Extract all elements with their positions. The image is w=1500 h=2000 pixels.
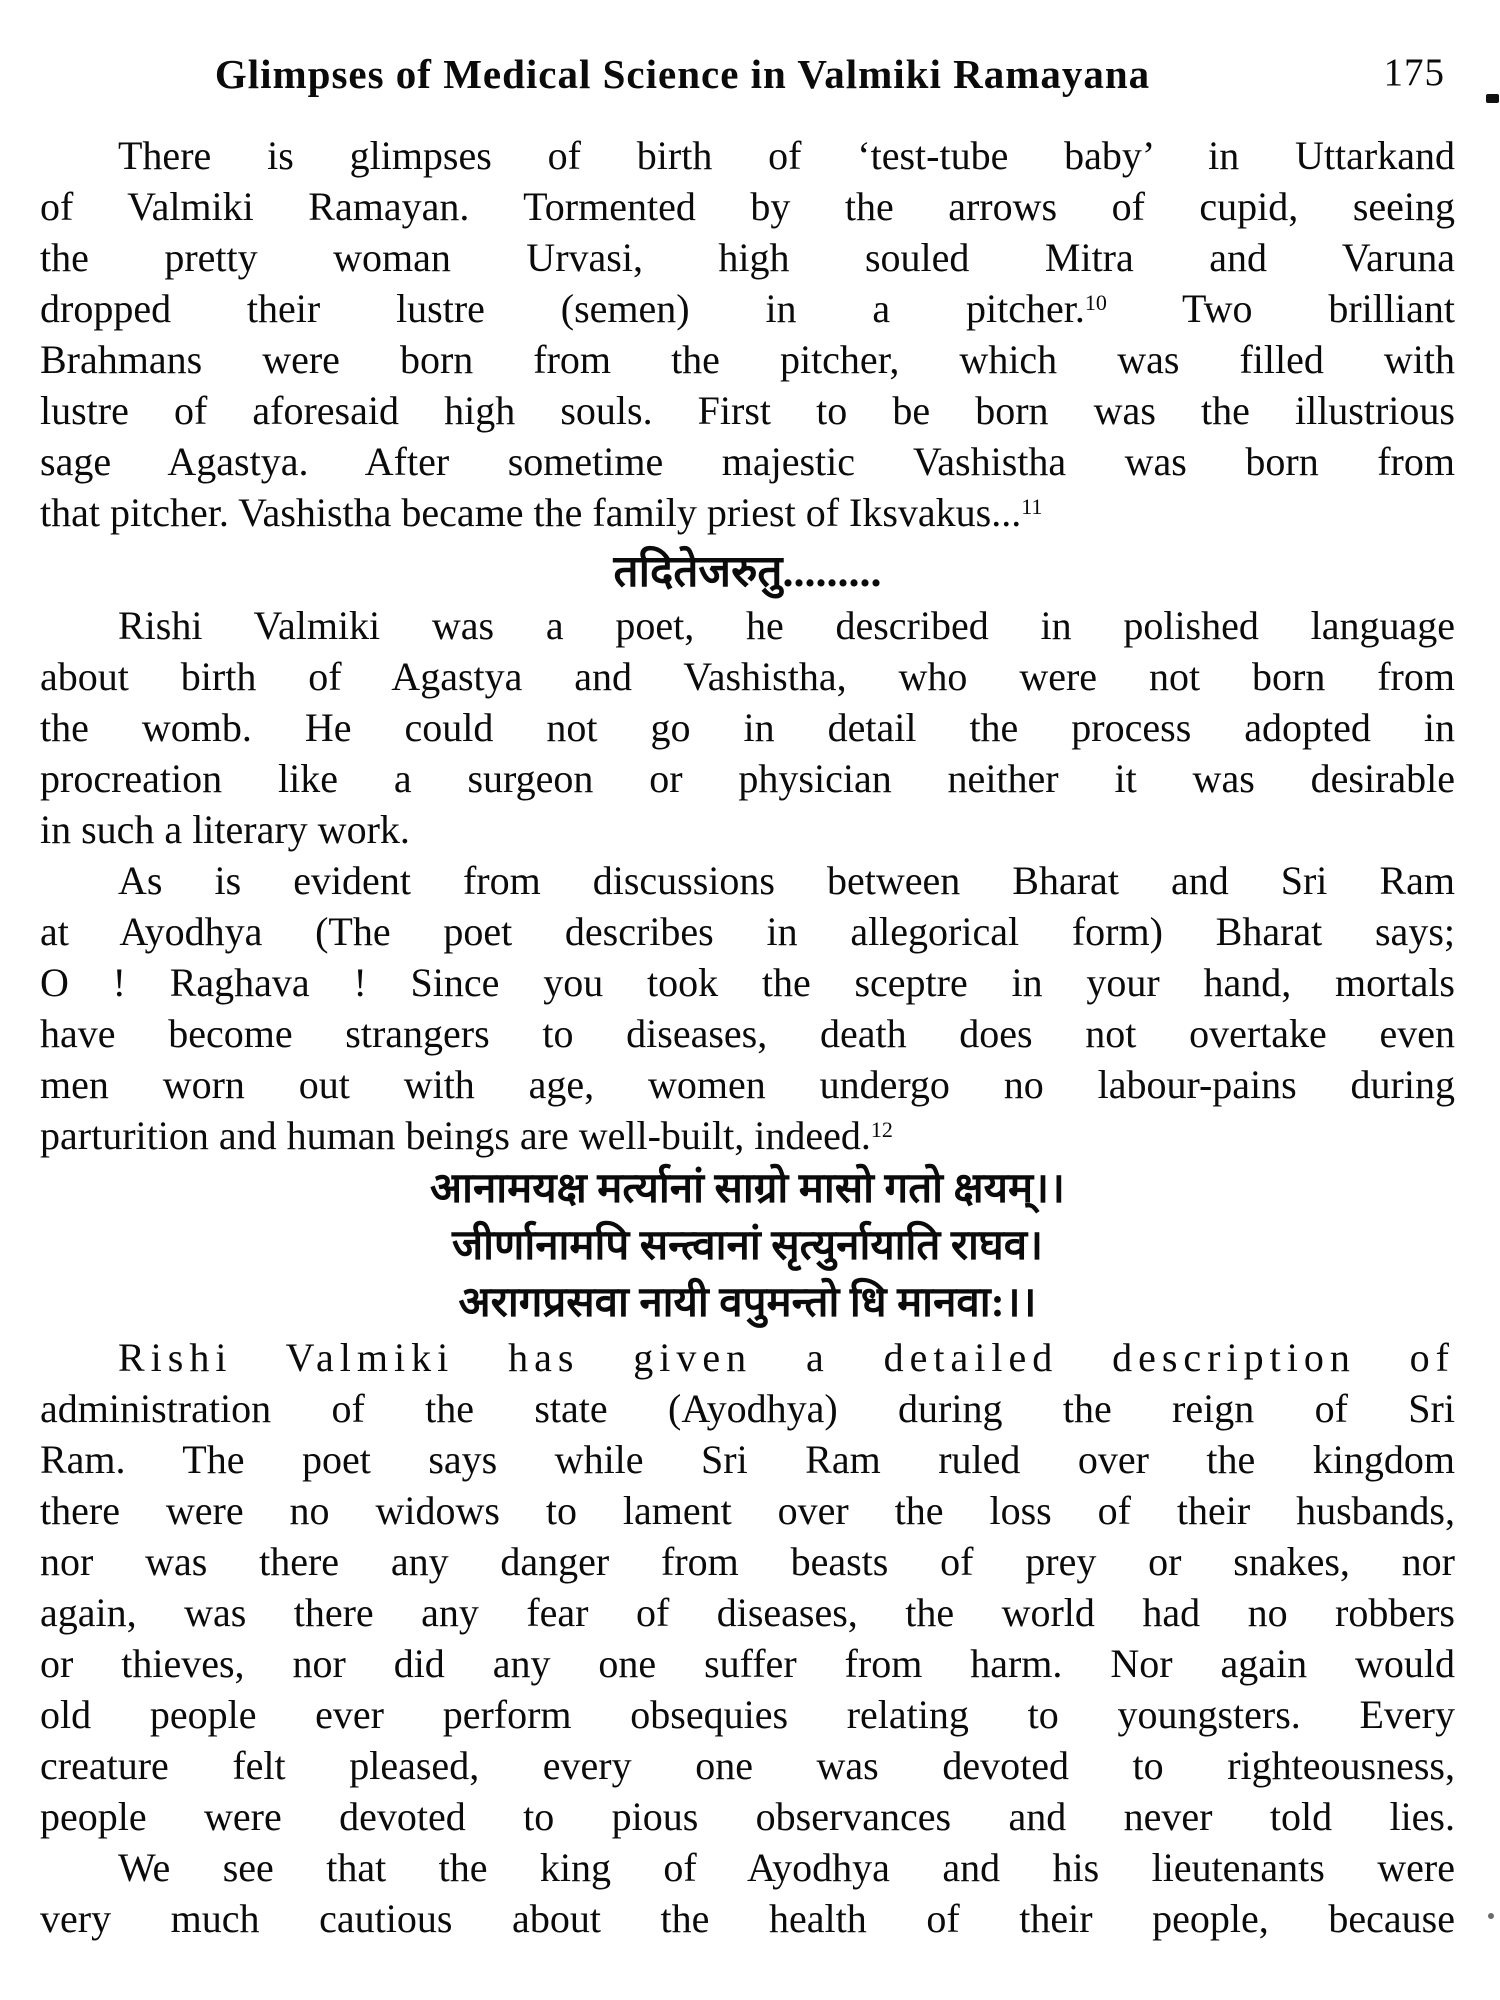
text-line: [40, 283, 1455, 334]
text-run: very much cautious about the health of their people, because: [40, 1896, 1455, 1941]
text-line: [40, 1110, 1455, 1161]
sanskrit-quote-text: तदितेजरुतु.........: [613, 547, 882, 596]
text-run: at Ayodhya (The poet describes in allegorical form) Bharat says;: [40, 909, 1455, 954]
paragraph: [40, 855, 1455, 1161]
text-run: the pretty woman Urvasi, high souled Mitra and Varuna: [40, 235, 1455, 280]
text-line: [40, 600, 1455, 651]
page-body-text: [40, 130, 1455, 1944]
sanskrit-verse-line: [40, 1218, 1455, 1275]
text-run: people were devoted to pious observances and never told lies.: [40, 1794, 1455, 1839]
sanskrit-verse-line: [40, 1161, 1455, 1218]
sanskrit-quote-line: [40, 544, 1455, 600]
text-run: Two brilliant: [1106, 286, 1455, 331]
text-run: creature felt pleased, every one was devoted to righteousness,: [40, 1743, 1455, 1788]
text-run: Ram. The poet says while Sri Ram ruled over the kingdom: [40, 1437, 1455, 1482]
text-run: अरागप्रसवा नायी वपुमन्तो धि मानवा:।।: [458, 1280, 1037, 1326]
text-run: Brahmans were born from the pitcher, which was filled with: [40, 337, 1455, 382]
text-line: [40, 804, 1455, 855]
paragraph: [40, 600, 1455, 855]
text-line: [40, 1008, 1455, 1059]
text-line: [40, 436, 1455, 487]
text-line: [40, 1893, 1455, 1944]
text-line: [40, 1332, 1455, 1383]
sanskrit-verse: [40, 1161, 1455, 1332]
text-line: [40, 753, 1455, 804]
text-line: [40, 855, 1455, 906]
text-line: [40, 1059, 1455, 1110]
text-run: dropped their lustre (semen) in a pitcher.: [40, 286, 1085, 331]
text-line: [40, 1587, 1455, 1638]
footnote-marker: 12: [870, 1116, 893, 1142]
running-header: [40, 50, 1455, 96]
text-run: have become strangers to diseases, death does not overtake even: [40, 1011, 1455, 1056]
text-run: As is evident from discussions between Bharat and Sri Ram: [118, 858, 1455, 903]
text-run: the womb. He could not go in detail the process adopted in: [40, 705, 1455, 750]
text-line: [40, 232, 1455, 283]
text-run: procreation like a surgeon or physician neither it was desirable: [40, 756, 1455, 801]
text-run: There is glimpses of birth of ‘test-tube baby’ in Uttarkand: [118, 133, 1455, 178]
text-run: administration of the state (Ayodhya) during the reign of Sri: [40, 1386, 1455, 1431]
paragraph: [40, 130, 1455, 538]
text-run: again, was there any fear of diseases, the world had no robbers: [40, 1590, 1455, 1635]
text-run: parturition and human beings are well-built, indeed.: [40, 1113, 871, 1158]
text-line: [40, 702, 1455, 753]
text-run: that pitcher. Vashistha became the family priest of Iksvakus...: [40, 490, 1022, 535]
text-line: [40, 1485, 1455, 1536]
text-run: of Valmiki Ramayan. Tormented by the arrows of cupid, seeing: [40, 184, 1455, 229]
text-line: [40, 130, 1455, 181]
sanskrit-verse-line: [40, 1275, 1455, 1332]
text-line: [40, 651, 1455, 702]
running-header-title: Glimpses of Medical Science in Valmiki Ramayana: [214, 51, 1151, 97]
page-number: 175: [1383, 51, 1445, 94]
text-line: [40, 487, 1455, 538]
text-run: We see that the king of Ayodhya and his lieutenants were: [118, 1845, 1455, 1890]
text-run: lustre of aforesaid high souls. First to be born was the illustrious: [40, 388, 1455, 433]
text-line: [40, 1689, 1455, 1740]
text-line: [40, 1638, 1455, 1689]
text-run: O ! Raghava ! Since you took the sceptre in your hand, mortals: [40, 960, 1455, 1005]
text-line: [40, 906, 1455, 957]
text-line: [40, 1434, 1455, 1485]
text-run: men worn out with age, women undergo no labour-pains during: [40, 1062, 1455, 1107]
text-run: about birth of Agastya and Vashistha, who were not born from: [40, 654, 1455, 699]
text-run: Rishi Valmiki has given a detailed description of: [118, 1335, 1455, 1380]
text-line: [40, 1791, 1455, 1842]
text-run: there were no widows to lament over the loss of their husbands,: [40, 1488, 1455, 1533]
text-run: nor was there any danger from beasts of prey or snakes, nor: [40, 1539, 1455, 1584]
text-run: sage Agastya. After sometime majestic Vashistha was born from: [40, 439, 1455, 484]
paragraph: [40, 1332, 1455, 1842]
text-run: आनामयक्ष मर्त्यानां साग्रो मासो गतो क्षयम्।।: [430, 1166, 1065, 1212]
text-run: or thieves, nor did any one suffer from harm. Nor again would: [40, 1641, 1455, 1686]
text-run: in such a literary work.: [40, 807, 410, 852]
footnote-marker: 11: [1021, 493, 1043, 519]
text-line: [40, 1842, 1455, 1893]
text-line: [40, 334, 1455, 385]
text-line: [40, 1383, 1455, 1434]
paragraph: [40, 1842, 1455, 1944]
text-line: [40, 1740, 1455, 1791]
text-line: [40, 1536, 1455, 1587]
text-line: [40, 957, 1455, 1008]
scan-artifact-mark: [1486, 94, 1499, 103]
scan-artifact-mark: [1488, 1913, 1494, 1919]
text-run: जीर्णानामपि सन्त्वानां सृत्युर्नायाति राघव।: [451, 1223, 1044, 1269]
text-line: [40, 385, 1455, 436]
text-run: old people ever perform obsequies relating to youngsters. Every: [40, 1692, 1455, 1737]
footnote-marker: 10: [1084, 289, 1107, 315]
text-line: [40, 181, 1455, 232]
text-run: Rishi Valmiki was a poet, he described in polished language: [118, 603, 1455, 648]
